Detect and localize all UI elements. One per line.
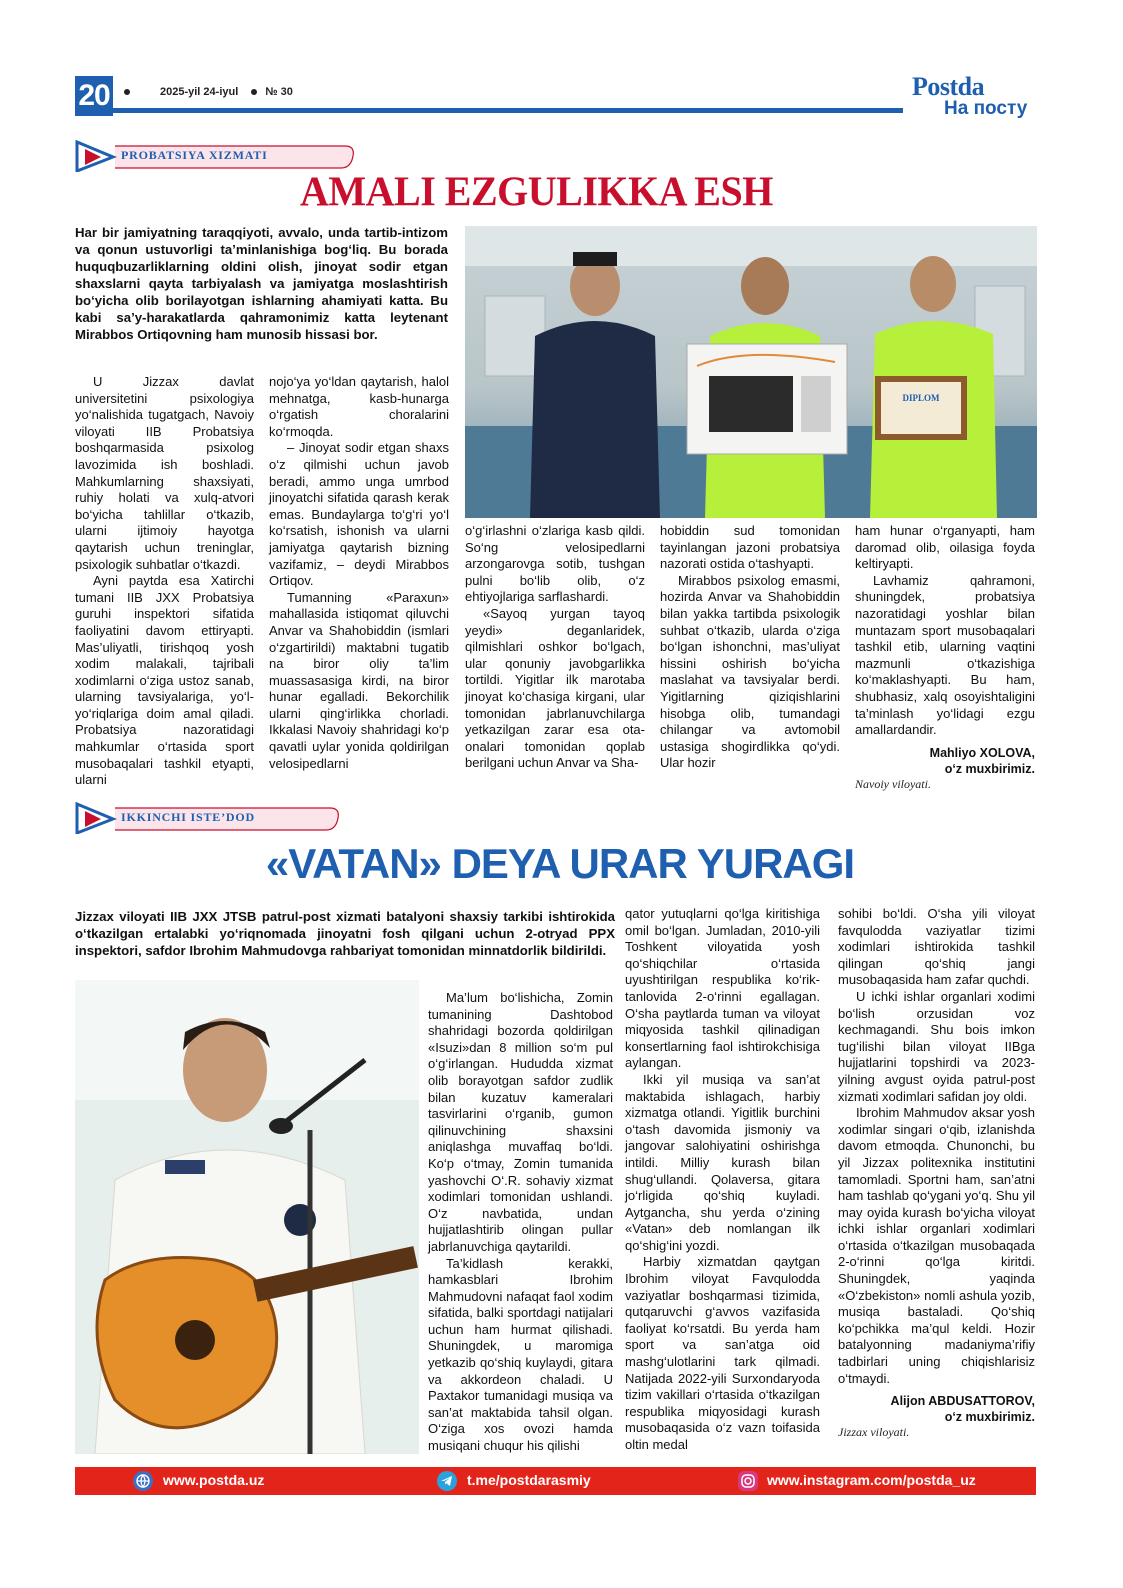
paragraph: U Jizzax davlat universitetini psixologiya yo‘nalishida tugatgach, Navoiy viloyati IIB Probatsiya boshqarmasida psixolog lavozimida ish boshladi. Mahkumlarning shaxsiyati, ruhiy holati va xulq-atvori bo‘yicha tahlillar o‘tkazib, ularni ijtimoiy hayotga qaytarish uchun treninglar, psixologik suhbatlar o‘tkazdi. [75,374,254,572]
award-photo-illustration [465,226,1037,518]
paragraph: Ikki yil musiqa va san’at maktabida ishlagach, harbiy xizmatga otlandi. Yigitlik burchini o‘tash davomida jismoniy va jangovar salohiyatini oshirishga intildi. Milliy kurash bilan shug‘ullandi. Qolaversa, gitara jo‘rligida qo‘shiq kuyladi. Aytgancha, shu yerda o‘zining «Vatan» deb nomlangan ilk qo‘shig‘ini yozdi. [625,1071,820,1253]
bullet-icon [251,89,257,95]
author-name: Mahliyo XOLOVA, [929,745,1035,760]
paragraph: Ma’lum bo‘lishicha, Zomin tumanining Dashtobod shahridagi bozorda qoldirilgan «Isuzi»dan 8 million so‘m pul o‘g‘irlangan. Hududda xizmat olib borayotgan safdor zudlik bilan kuzatuv kameralari tasvirlarini o‘rganib, gumon qilinuvchining shaxsini aniqlashga muvaffaq bo‘ldi. Ko‘p o‘tmay, Zomin tumanida yashovchi O‘.R. sohaviy xizmat xodimlari tomonidan ushlandi. O‘z navbatida, undan hujjatlashtirib olingan pullar jabrlanuvchiga qaytarildi. [428,990,613,1254]
article-column-5 [855,523,1035,792]
article-column-2 [625,906,820,1454]
website-link[interactable]: www.postda.uz [163,1472,265,1488]
article-column-3 [838,906,1035,1440]
article-column-2 [269,374,449,772]
paragraph: Tumanning «Paraxun» mahallasida istiqomat qiluvchi Anvar va Shahobiddin (ismlari o‘zgartirildi) maktabni tugatib na biror oliy ta’lim muassasasiga kirdi, na biror hunar egalladi. Bekorchilik ularni qing‘irlikka chorladi. Ikkalasi Navoiy shahridagi ko‘p qavatli uylar yonida qoldirilgan velosipedlarni [269,589,449,771]
author-role: o‘z muxbirimiz. [944,761,1035,776]
issue-date: 2025-yil 24-iyul [160,86,239,98]
telegram-link[interactable]: t.me/postdarasmiy [467,1472,591,1488]
article-column-1 [428,990,613,1455]
paragraph: Lavhamiz qahramoni, shuningdek, probatsiya nazoratidagi yoshlar bilan muntazam sport musobaqalari tashkil etib, ularning vaqtini mazmunli o‘tkazishiga ko‘maklashyapti. Bu ham, shubhasiz, xalq osoyishtaligini ta’minlash yo‘lidagi ezgu amallardandir. [855,572,1035,738]
logo-line2: На посту [944,98,1028,119]
article-photo [465,226,1037,518]
paragraph: nojo‘ya yo‘ldan qaytarish, halol mehnatga, kasb-hunarga o‘rgatish choralarini ko‘rmoqda. [269,374,449,439]
paragraph: Ayni paytda esa Xatirchi tumani IIB JXX Probatsiya guruhi inspektori sifatida faoliyatini davom ettiryapti. Mas’uliyatli, tirishqoq yosh xodim malakali, tajribali xodimlarni o‘ziga ustoz sanab, ularning tavsiyalariga, yo‘l-yo‘riqlariga doim amal qiladi. Probatsiya nazoratidagi mahkumlar o‘rtasida sport musobaqalari tashkil etyapti, ularni [75,573,254,788]
article-title: «VATAN» DEYA URAR YURAGI [265,840,855,887]
author-role: o‘z muxbirimiz. [944,1410,1035,1425]
instagram-icon [738,1471,758,1491]
paragraph: ham hunar o‘rganyapti, ham daromad olib, oilasiga foyda keltiryapti. [855,523,1035,572]
paragraph: qator yutuqlarni qo‘lga kiritishiga omil bo‘lgan. Jumladan, 2010-yili Toshkent viloyatida yosh qo‘shiqchilar o‘rtasida uyushtirilgan respublika ko‘rik-tanlovida 2-o‘rinni egallagan. O‘sha paytlarda tuman va viloyat miqyosida tashkil qilinadigan konsertlarning faol ishtirokchisiga aylangan. [625,906,820,1071]
paragraph: Ta’kidlash kerakki, hamkasblari Ibrohim Mahmudovni nafaqat faol xodim sifatida, balki sportdagi natijalari uchun ham hurmat qilishadi. Shuningdek, u maromiga yetkazib qo‘shiq kuylaydi, gitara va akkordeon chaladi. U Paxtakor tumanidagi musiqa va san’at maktabida tahsil olgan. O‘ziga xos ovozi hamda musiqani chuqur his qilishi [428,1255,613,1454]
article-column-3 [465,523,645,772]
paragraph: – Jinoyat sodir etgan shaxs o‘z qilmishi uchun javob beradi, ammo unga umrbod jinoyatchi sifatida qarash kerak emas. Bundaylarga to‘g‘ri yo‘l ko‘rsatish, ishonish va ularni jamiyatga qaytarish bizning vazifamiz, – deydi Mirabbos Ortiqov. [269,440,449,589]
paragraph: hobiddin sud tomonidan tayinlangan jazoni probatsiya nazorati ostida o‘tashyapti. [660,523,840,572]
telegram-icon [437,1471,457,1491]
logo-line1: Postda [912,72,985,101]
paragraph: sohibi bo‘ldi. O‘sha yili viloyat favqulodda vaziyatlar tizimi xodimlari ishtirokida tashkil qilingan qo‘shiq jangi musobaqasida ham zafar quchdi. [838,906,1035,988]
header-meta [124,86,293,98]
article-column-1 [75,374,254,789]
author-region: Jizzax viloyati. [838,1425,910,1440]
section-tag [75,802,340,832]
article-lead: Jizzax viloyati IIB JXX JTSB patrul-post xizmati batalyoni shaxsiy tarkibi ishtirokida o‘tkazilgan ertalabki yo‘riqnomada jinoyatni fosh qilgani uchun 2-otryad PPX inspektori, safdor Ibrohim Mahmudovga rahbariyat tomonidan minnatdorlik bildirildi. [75,909,615,958]
footer-bar [75,1467,1036,1495]
author-region: Navoiy viloyati. [855,776,931,791]
paragraph: o‘g‘irlashni o‘zlariga kasb qildi. So‘ng velosipedlarni arzongarovga sotib, tushgan pulni bo‘lib olib, o‘z ehtiyojlariga sarflashardi. [465,523,645,605]
author-signature [838,1393,1035,1425]
issue-number: № 30 [265,86,293,98]
article-lead: Har bir jamiyatning taraqqiyoti, avvalo, unda tartib-intizom va qonun ustuvorligi ta’minlanishiga bog‘liq. Bu borada huquqbuzarliklarning oldini olish, jinoyat sodir etgan shaxslarni qayta tarbiyalash va jamiyatga moslashtirish bo‘yicha olib borilayotgan ishlarning ahamiyati katta. Bu kabi sa’y-harakatlarda qahramonimiz katta leytenant Mirabbos Ortiqovning ham munosib hissasi bor. [75,225,448,342]
section-label: PROBATSIYA XIZMATI [121,148,268,162]
bullet-icon [124,89,130,95]
article-title: AMALI EZGULIKKA ESH [300,167,773,216]
page-number: 20 [75,76,113,116]
diploma-text: DIPLOM [902,393,940,403]
newspaper-logo [912,74,1036,120]
header-rule [113,108,903,113]
author-signature [855,745,1035,777]
paragraph: Harbiy xizmatdan qaytgan Ibrohim viloyat Favqulodda vaziyatlar boshqarmasi tizimida, qutqaruvchi g‘avvos vazifasida faoliyat ko‘rsatdi. Bu yerda ham sport va san’atga oid mashg‘ulotlarini tark qilmadi. Natijada 2022-yili Surxondaryoda tizim vakillari o‘rtasida o‘tkazilgan respublika miqyosidagi kurash musobaqasida o‘z vazn toifasida oltin medal [625,1254,820,1452]
section-label: IKKINCHI ISTE’DOD [121,810,255,824]
paragraph: Mirabbos psixolog emasmi, hozirda Anvar va Shahobiddin bilan yakka tartibda psixologik suhbat o‘tkazib, ularda o‘ziga bo‘lgan ishonchni, mas’uliyat hissini oshirish bo‘yicha maslahat va tavsiyalar berdi. Yigitlarning qiziqishlarini hisobga olib, tumandagi chilangar va avtomobil ustasiga shogirdlikka qo‘ydi. Ular hozir [660,572,840,771]
globe-icon [133,1471,153,1491]
paragraph: Ibrohim Mahmudov aksar yosh xodimlar singari o‘qib, izlanishda davom etmoqda. Chunonchi, bu yil Jizzax politexnika institutini tamomladi. Sportni ham, san’atni ham tashlab qo‘ygani yo‘q. Shu yil may oyida kurash bo‘yicha viloyat ichki ishlar organlari xodimlari o‘rtasida o‘tkazilgan musobaqada 2-o‘rinni qo‘lga kiritdi. Shuningdek, yaqinda «O‘zbekiston» nomli ashula yozib, musiqa bastaladi. Qo‘shiq ko‘pchikka ma’qul keldi. Hozir batalyonning madaniyma’rifiy tadbirlari uning chiqishlarisiz o‘tmaydi. [838,1105,1035,1386]
section-tag [75,140,355,170]
author-name: Alijon ABDUSATTOROV, [890,1394,1035,1409]
paragraph: «Sayoq yurgan tayoq yeydi» deganlaridek, qilmishlari oshkor bo‘lgach, ular qonuniy javobgarlikka tortildi. Yigitlar ilk marotaba jinoyat ko‘chasiga kirgani, ular tomonidan jabrlanuvchilarga yetkazilgan zarar esa ota-onalari tomonidan qoplab berilgani uchun Anvar va Sha- [465,605,645,771]
article-photo [75,980,419,1454]
article-column-4 [660,523,840,772]
instagram-link[interactable]: www.instagram.com/postda_uz [767,1472,976,1488]
paragraph: U ichki ishlar organlari xodimi bo‘lish orzusidan voz kechmagandi. Shu bois imkon tug‘ilishi bilan viloyat IIBga hujjatlarini topshirdi va 2023-yilning avgust oyida patrul-post xizmati xodimlari safidan joy oldi. [838,988,1035,1104]
guitarist-photo-illustration [75,980,419,1454]
